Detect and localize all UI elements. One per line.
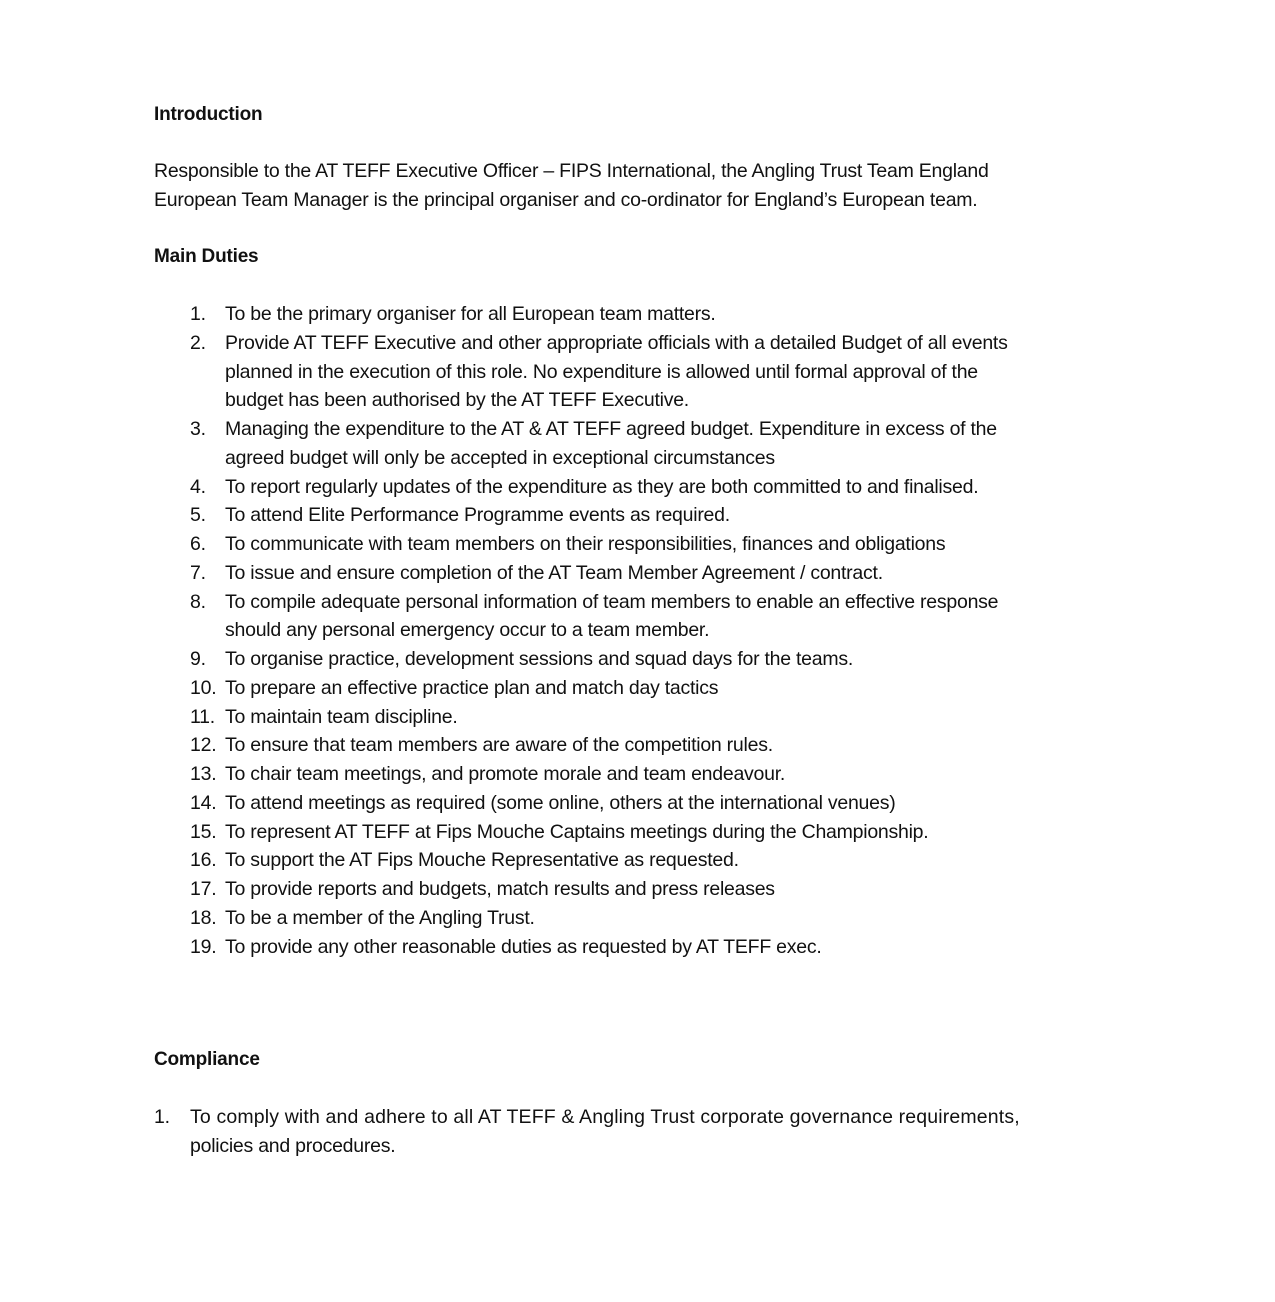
- list-number: 8.: [190, 590, 206, 613]
- list-item-text: To prepare an effective practice plan and match day tactics: [225, 676, 719, 699]
- list-number: 5.: [190, 504, 206, 527]
- list-item-text: To attend meetings as required (some online, others at the international venues): [225, 791, 896, 814]
- list-number: 1.: [154, 1106, 170, 1128]
- list-item-text: To comply with and adhere to all AT TEFF & Angling Trust corporate governance requirements,: [190, 1106, 1020, 1128]
- compliance-heading: Compliance: [154, 1049, 260, 1070]
- main-duties-heading: Main Duties: [154, 246, 259, 267]
- list-item-text: To ensure that team members are aware of the competition rules.: [225, 734, 773, 757]
- introduction-line-2: European Team Manager is the principal organiser and co-ordinator for England’s European team.: [154, 189, 978, 211]
- list-number: 9.: [190, 648, 206, 670]
- list-item-text: To organise practice, development sessions and squad days for the teams.: [225, 648, 854, 670]
- list-item-text: planned in the execution of this role. No expenditure is allowed until formal approval of the: [225, 360, 978, 383]
- list-number: 15.: [190, 820, 217, 843]
- introduction-line-1: Responsible to the AT TEFF Executive Officer – FIPS International, the Angling Trust Team England: [154, 160, 989, 182]
- list-item-text: To chair team meetings, and promote morale and team endeavour.: [225, 763, 786, 785]
- list-number: 4.: [190, 475, 206, 498]
- list-item-text: policies and procedures.: [190, 1135, 396, 1157]
- list-item-text: To issue and ensure completion of the AT Team Member Agreement / contract.: [225, 561, 883, 584]
- list-item-text: To be a member of the Angling Trust.: [225, 906, 535, 929]
- list-item-text: To attend Elite Performance Programme events as required.: [225, 504, 730, 527]
- list-number: 19.: [190, 935, 217, 958]
- list-item-text: To provide reports and budgets, match results and press releases: [225, 878, 775, 900]
- list-number: 6.: [190, 533, 206, 555]
- list-number: 13.: [190, 763, 217, 785]
- list-number: 1.: [190, 303, 206, 325]
- list-item-text: agreed budget will only be accepted in exceptional circumstances: [225, 446, 775, 469]
- list-item-text: budget has been authorised by the AT TEFF Executive.: [225, 389, 689, 412]
- list-number: 16.: [190, 849, 217, 872]
- list-number: 11.: [190, 705, 215, 728]
- list-item-text: Provide AT TEFF Executive and other appropriate officials with a detailed Budget of all events: [225, 331, 1008, 354]
- list-number: 7.: [190, 561, 206, 584]
- list-item-text: Managing the expenditure to the AT & AT TEFF agreed budget. Expenditure in excess of the: [225, 418, 997, 440]
- list-number: 17.: [190, 878, 217, 900]
- list-item-text: To represent AT TEFF at Fips Mouche Captains meetings during the Championship.: [225, 820, 929, 843]
- list-item-text: To support the AT Fips Mouche Representative as requested.: [225, 849, 739, 872]
- list-item-text: To be the primary organiser for all European team matters.: [225, 303, 716, 325]
- list-item-text: To maintain team discipline.: [225, 705, 458, 728]
- introduction-heading: Introduction: [154, 104, 263, 125]
- list-number: 18.: [190, 906, 217, 929]
- list-item-text: To report regularly updates of the expenditure as they are both committed to and finalised.: [225, 475, 979, 498]
- list-item-text: To provide any other reasonable duties as requested by AT TEFF exec.: [225, 935, 822, 958]
- list-number: 10.: [190, 676, 217, 699]
- list-number: 3.: [190, 418, 206, 440]
- list-item-text: To communicate with team members on their responsibilities, finances and obligations: [225, 533, 946, 555]
- list-number: 2.: [190, 331, 206, 354]
- list-number: 14.: [190, 791, 217, 814]
- list-item-text: To compile adequate personal information of team members to enable an effective response: [225, 590, 999, 613]
- list-item-text: should any personal emergency occur to a team member.: [225, 619, 710, 642]
- list-number: 12.: [190, 734, 217, 757]
